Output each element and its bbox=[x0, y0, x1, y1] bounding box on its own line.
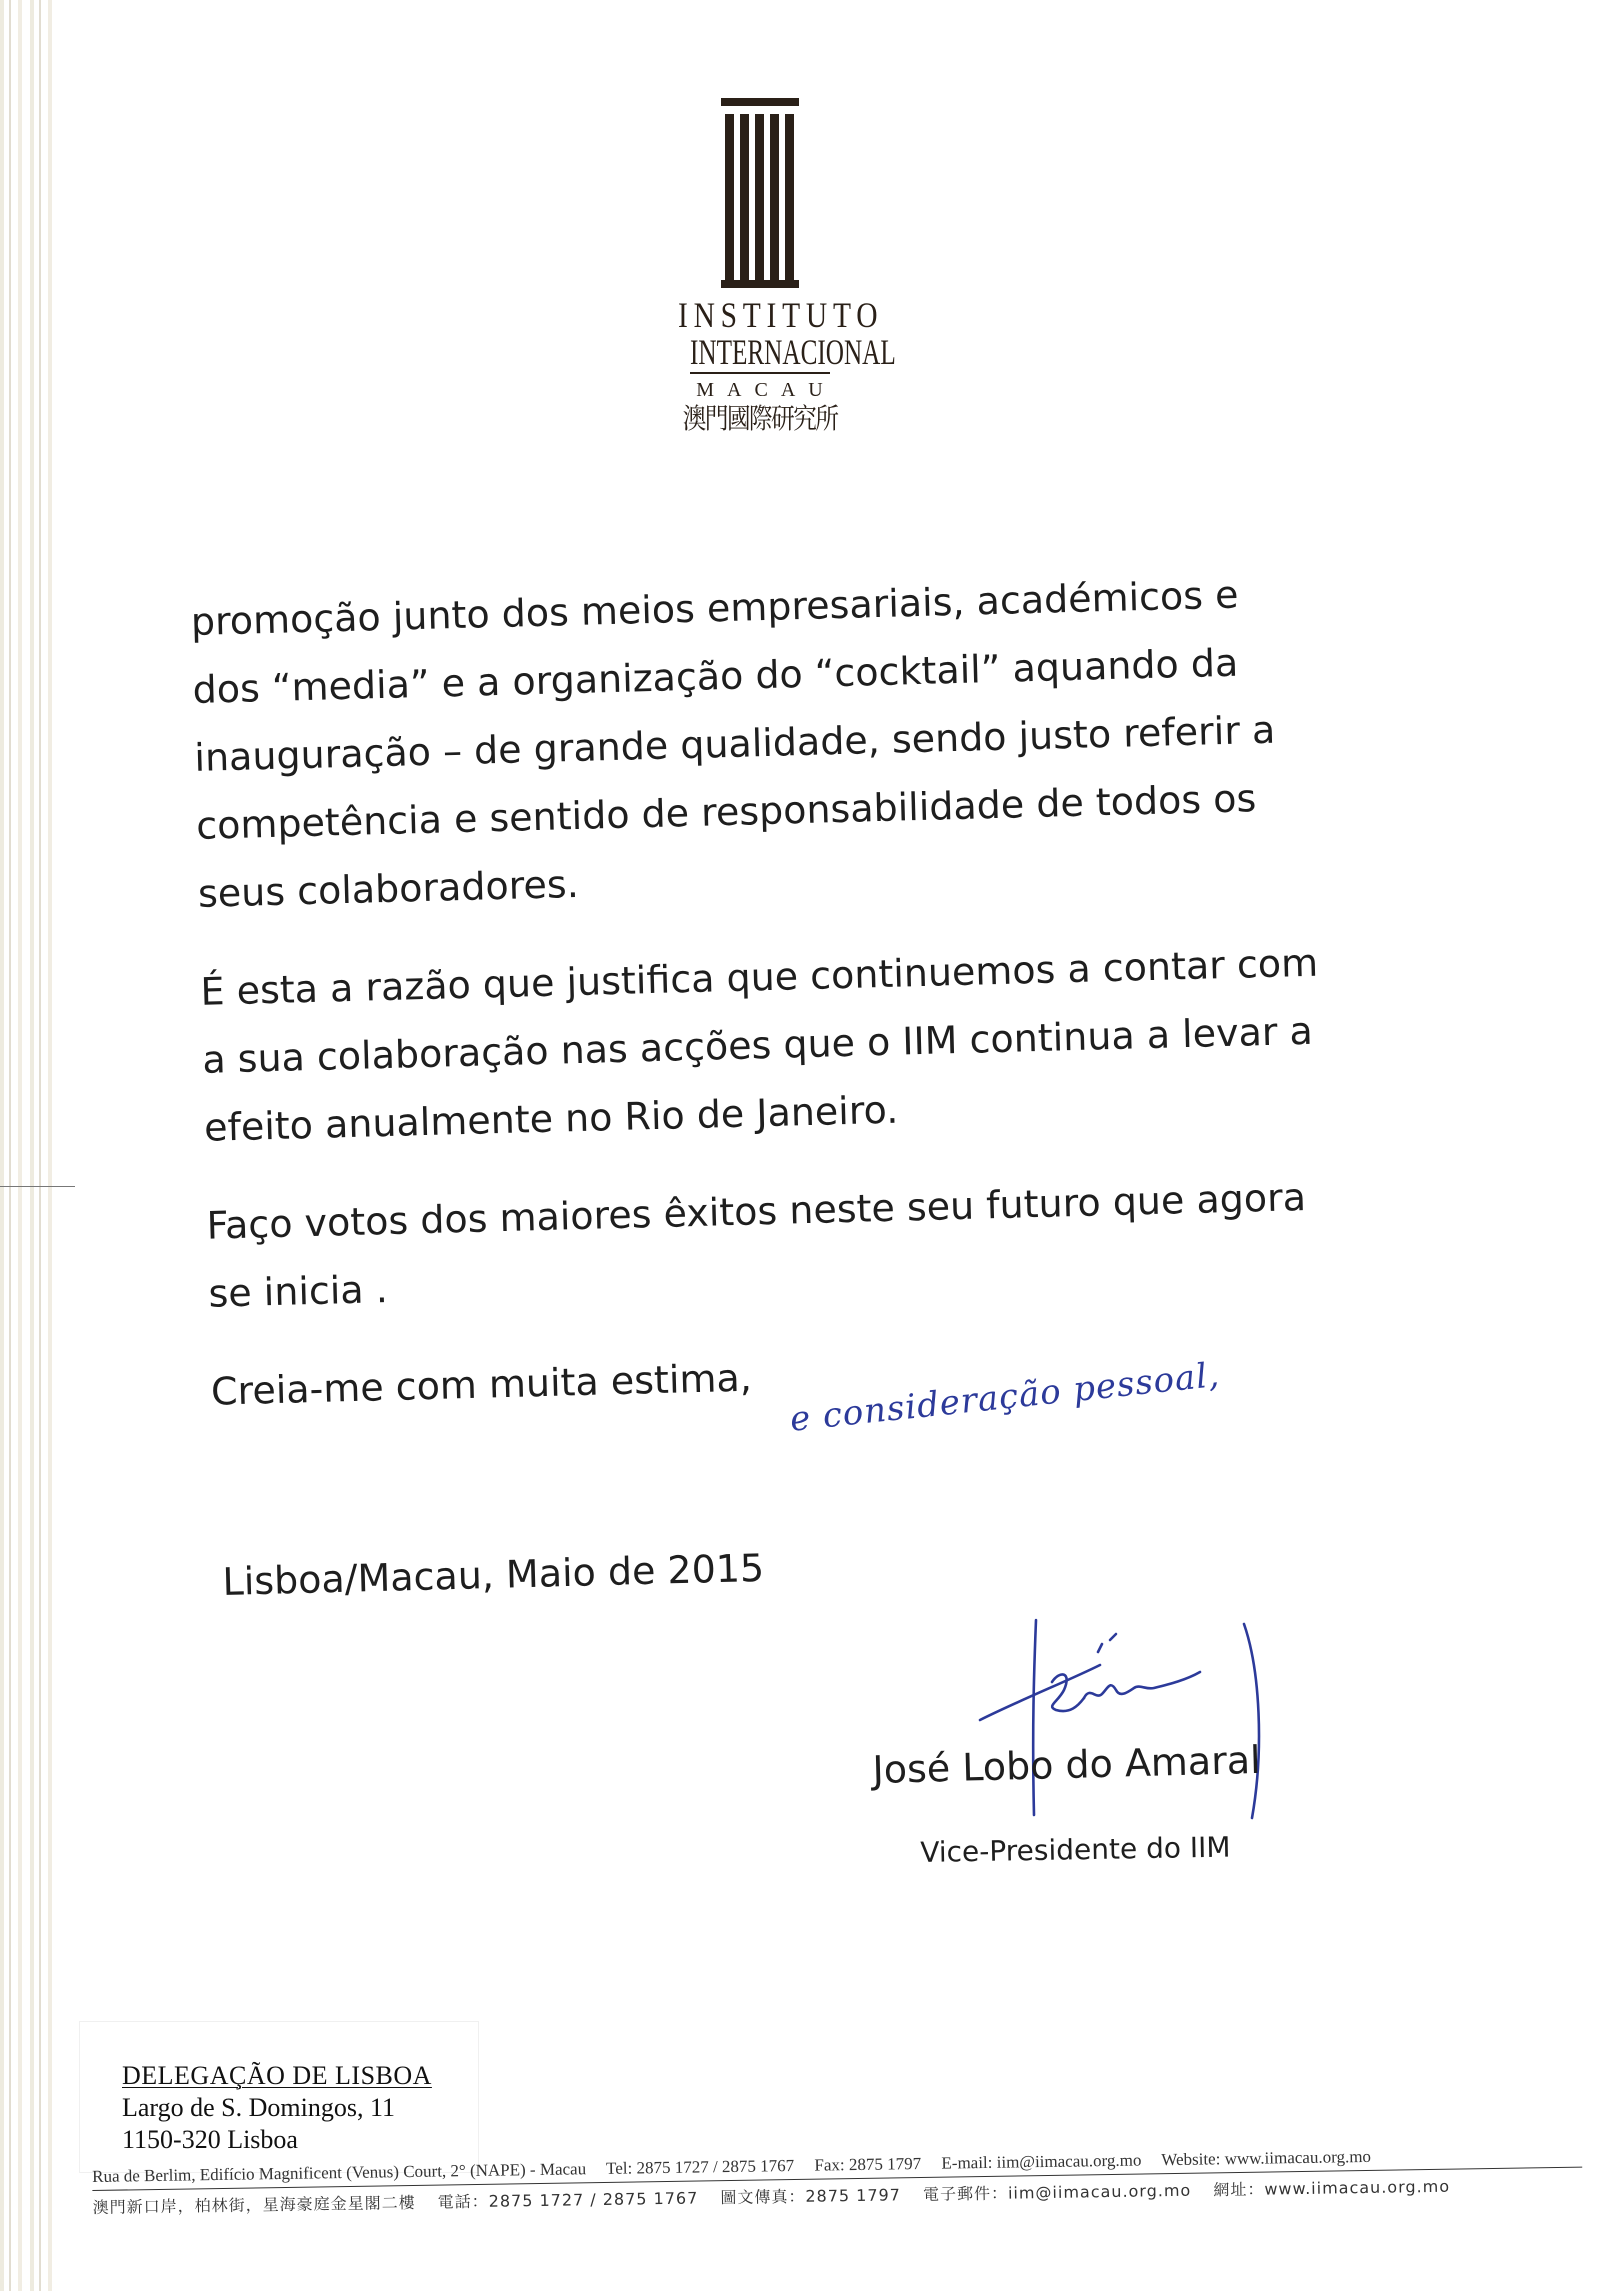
signer-name: José Lobo do Amaral bbox=[872, 1737, 1262, 1792]
footer-tel-cn: 電話：2875 1727 / 2875 1767 bbox=[437, 2188, 699, 2212]
closing-line: Creia-me com muita estima, bbox=[210, 1355, 753, 1414]
paragraph-3 bbox=[206, 1160, 1419, 1328]
letter-body bbox=[190, 556, 1422, 1425]
logo-text-chinese: 澳門國際研究所 bbox=[682, 402, 838, 435]
signature-icon bbox=[960, 1610, 1320, 1830]
institute-logo bbox=[660, 98, 896, 436]
stamp-address-line: Largo de S. Domingos, 11 bbox=[122, 2093, 395, 2122]
footer-address-cn: 澳門新口岸，柏林街，星海豪庭金星閣二樓 bbox=[92, 2192, 416, 2217]
text-line: competência e sentido de responsabilidade de todos os bbox=[195, 776, 1257, 848]
footer-fax: Fax: 2875 1797 bbox=[814, 2153, 922, 2175]
footer-tel: Tel: 2875 1727 / 2875 1767 bbox=[605, 2155, 795, 2178]
footer-email: E-mail: iim@iimacau.org.mo bbox=[941, 2150, 1142, 2173]
stamp-title: DELEGAÇÃO DE LISBOA bbox=[122, 2061, 432, 2090]
dateline: Lisboa/Macau, Maio de 2015 bbox=[222, 1545, 765, 1604]
fold-mark bbox=[0, 1186, 75, 1187]
text-line: Faço votos dos maiores êxitos neste seu futuro que agora bbox=[206, 1175, 1307, 1248]
logo-text-macau: MACAU bbox=[696, 379, 836, 401]
text-line: É esta a razão que justifica que continuemos a contar com bbox=[199, 940, 1319, 1014]
delegation-stamp bbox=[80, 2022, 478, 2172]
logo-text-instituto: INSTITUTO bbox=[678, 295, 884, 335]
text-line: efeito anualmente no Rio de Janeiro. bbox=[203, 1087, 899, 1150]
stamp-text bbox=[122, 2060, 432, 2156]
text-line: a sua colaboração nas acções que o IIM continua a levar a bbox=[201, 1008, 1314, 1082]
text-line: seus colaboradores. bbox=[197, 861, 580, 916]
text-line: promoção junto dos meios empresariais, académicos e bbox=[190, 572, 1240, 644]
footer-email-cn: 電子郵件：iim@iimacau.org.mo bbox=[922, 2180, 1192, 2204]
text-line: se inicia . bbox=[207, 1267, 389, 1316]
handwritten-note: e consideração pessoal, bbox=[788, 1354, 1222, 1440]
paragraph-2 bbox=[200, 926, 1415, 1162]
text-line: dos “media” e a organização do “cocktail” aquando da bbox=[192, 640, 1239, 712]
footer-website: Website: www.iimacau.org.mo bbox=[1161, 2146, 1372, 2170]
logo-text-internacional: INTERNACIONAL bbox=[690, 332, 896, 372]
footer-website-cn: 網址：www.iimacau.org.mo bbox=[1213, 2176, 1451, 2200]
paragraph-1 bbox=[190, 556, 1408, 928]
scan-margin-stripes bbox=[0, 0, 60, 2291]
text-line: inauguração – de grande qualidade, sendo justo referir a bbox=[193, 707, 1276, 780]
columns-logo-icon bbox=[721, 98, 799, 288]
stamp-postcode-line: 1150-320 Lisboa bbox=[122, 2125, 298, 2154]
footer-fax-cn: 圖文傳真：2875 1797 bbox=[720, 2185, 902, 2208]
footer-address: Rua de Berlim, Edifício Magnificent (Venus) Court, 2° (NAPE) - Macau bbox=[92, 2159, 587, 2186]
signer-role: Vice-Presidente do IIM bbox=[920, 1830, 1231, 1869]
